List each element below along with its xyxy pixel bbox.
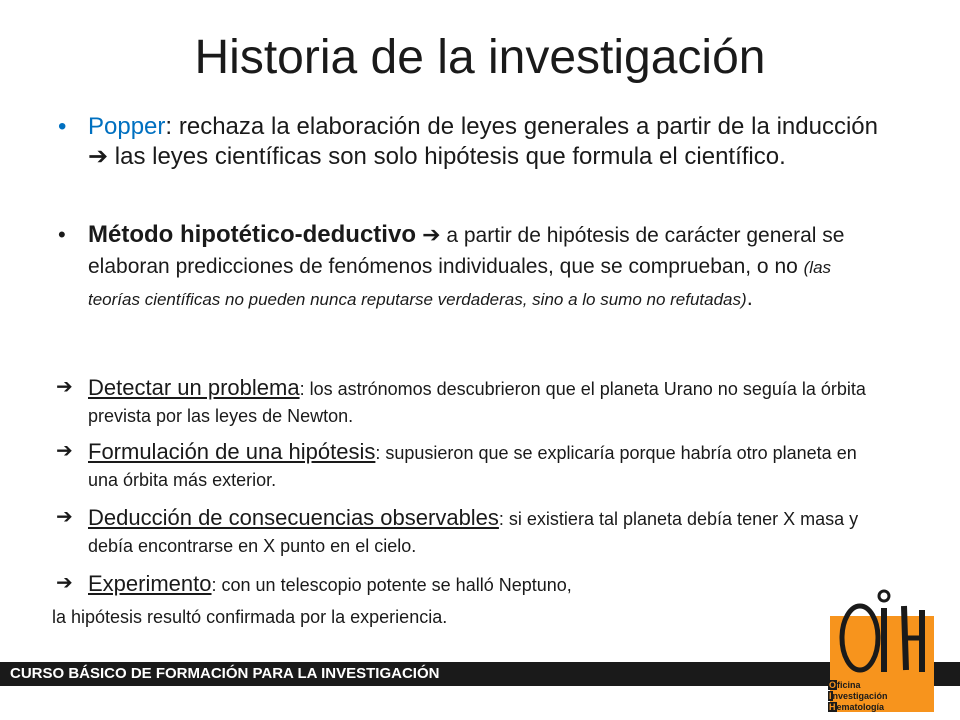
footer-bar <box>0 662 960 686</box>
bullet-popper <box>58 112 878 172</box>
metodo-term: Método hipotético-deductivo <box>88 221 416 248</box>
popper-name: Popper <box>88 113 166 140</box>
popper-text-a: : rechaza la elaboración de leyes generales a partir de la inducción <box>165 113 878 140</box>
right-arrow-icon: ➔ <box>56 440 73 462</box>
step-head: Formulación de una hipótesis <box>88 439 376 464</box>
bullet-dot-icon: • <box>58 222 66 247</box>
conclusion-text: la hipótesis resultó confirmada por la experiencia. <box>52 607 448 627</box>
right-arrow-icon: ➔ <box>56 376 73 398</box>
right-arrow-icon: ➔ <box>56 572 73 594</box>
right-arrow-icon: ➔ <box>88 143 109 170</box>
oih-logo <box>824 584 936 720</box>
bullet-popper-text <box>88 112 878 172</box>
step-experimento <box>56 570 886 599</box>
bullet-dot-icon: • <box>58 113 67 140</box>
step-head: Detectar un problema <box>88 375 300 400</box>
step-text: : con un telescopio potente se halló Neptuno, <box>211 575 572 595</box>
metodo-text-a: a partir de hipótesis de carácter general se elaboran predicciones de fenómenos individuales, que se comprueban, o no <box>88 224 845 278</box>
step-detectar <box>56 374 886 430</box>
popper-text-b: las leyes científicas son solo hipótesis que formula el científico. <box>108 143 786 170</box>
right-arrow-icon: ➔ <box>415 222 441 247</box>
step-head: Deducción de consecuencias observables <box>88 505 499 530</box>
slide-title: Historia de la investigación <box>194 31 766 84</box>
logo-text: Oficina Investigación Hematología <box>829 680 888 712</box>
metodo-note: (las teorías científicas no pueden nunca reputarse verdaderas, sino a lo sumo no refutadas) <box>88 258 832 309</box>
bullet-metodo-text <box>88 220 878 315</box>
step-text: : si existiera tal planeta debía tener X masa y debía encontrarse en X punto en el cielo. <box>88 509 859 556</box>
step-text: : los astrónomos descubrieron que el planeta Urano no seguía la órbita prevista por las leyes de Newton. <box>88 379 866 426</box>
step-text: : supusieron que se explicaría porque habría otro planeta en una órbita más exterior. <box>88 443 857 490</box>
step-deduccion <box>56 504 886 560</box>
step-formulacion <box>56 438 886 494</box>
step-head: Experimento <box>88 571 212 596</box>
right-arrow-icon: ➔ <box>56 506 73 528</box>
footer-text: CURSO BÁSICO DE FORMACIÓN PARA LA INVESTIGACIÓN <box>10 665 440 682</box>
metodo-end: . <box>746 285 753 310</box>
bullet-metodo <box>58 220 878 315</box>
logo-letters-icon <box>824 584 936 684</box>
